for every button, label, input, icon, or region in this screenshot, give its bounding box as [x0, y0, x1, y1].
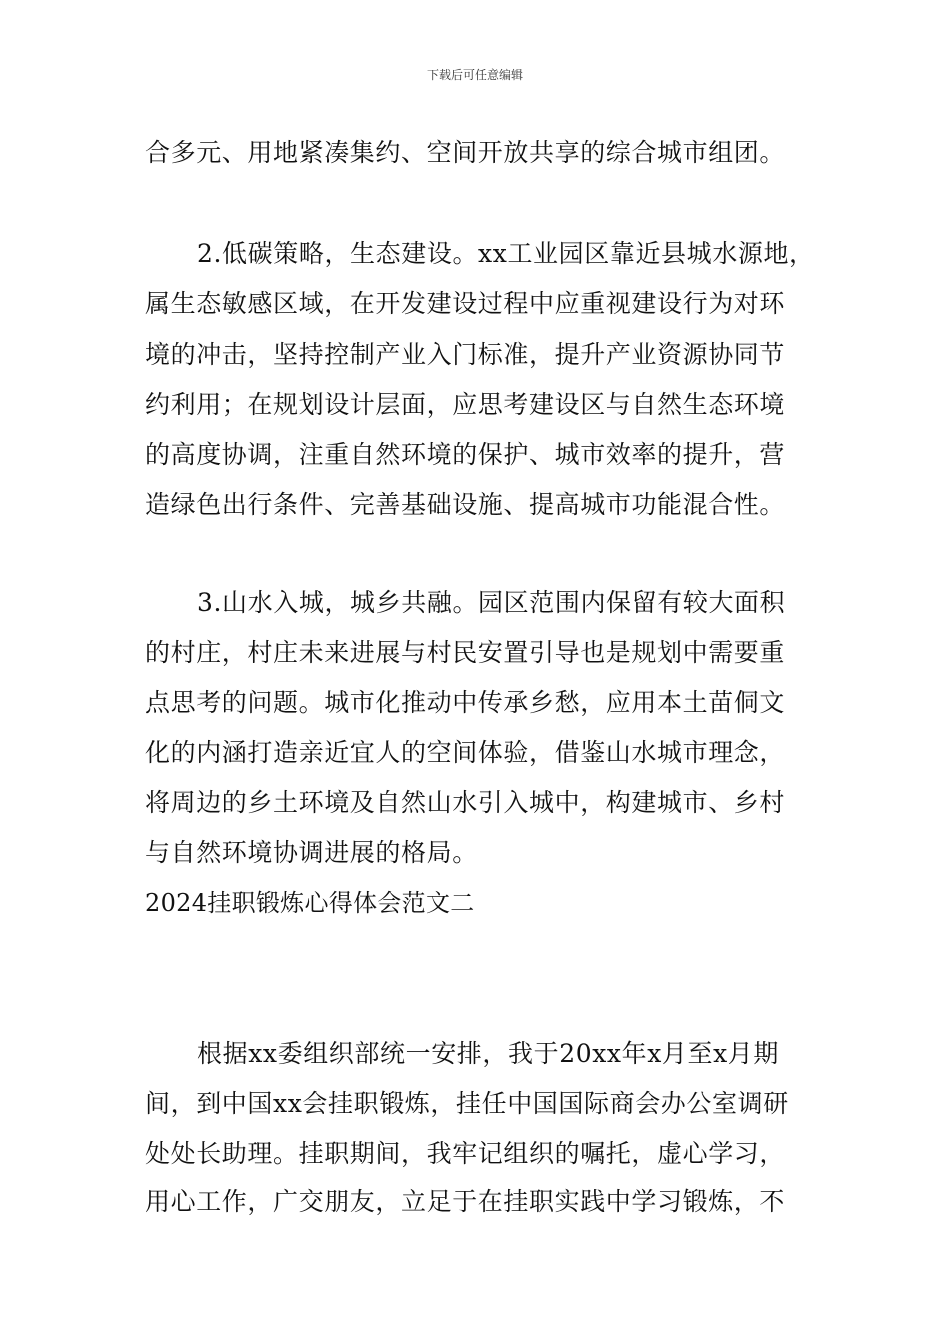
paragraph-line: 2.低碳策略，生态建设。xx工业园区靠近县城水源地，: [197, 239, 815, 268]
paragraph-line: 属生态敏感区域，在开发建设过程中应重视建设行为对环: [145, 289, 786, 318]
paragraph-line: 将周边的乡土环境及自然山水引入城中，构建城市、乡村: [145, 788, 786, 817]
paragraph-line: 3.山水入城，城乡共融。园区范围内保留有较大面积: [197, 588, 786, 617]
paragraph-line: 合多元、用地紧凑集约、空间开放共享的综合城市组团。: [145, 138, 786, 167]
paragraph-line: 的村庄，村庄未来进展与村民安置引导也是规划中需要重: [145, 638, 786, 667]
paragraph-line: 约利用；在规划设计层面，应思考建设区与自然生态环境: [145, 390, 786, 419]
paragraph-line: 境的冲击，坚持控制产业入门标准，提升产业资源协同节: [145, 340, 786, 369]
paragraph-line: 间，到中国xx会挂职锻炼，挂任中国国际商会办公室调研: [145, 1089, 789, 1118]
page-header: 下载后可任意编辑: [426, 68, 523, 82]
paragraph-line: 造绿色出行条件、完善基础设施、提高城市功能混合性。: [145, 490, 786, 519]
section-heading: 2024挂职锻炼心得体会范文二: [145, 889, 475, 917]
paragraph-line: 用心工作，广交朋友，立足于在挂职实践中学习锻炼，不: [145, 1187, 786, 1216]
paragraph-line: 处处长助理。挂职期间，我牢记组织的嘱托，虚心学习，: [145, 1139, 786, 1168]
paragraph-line: 与自然环境协调进展的格局。: [145, 838, 478, 867]
paragraph-line: 的高度协调，注重自然环境的保护、城市效率的提升，营: [145, 440, 786, 469]
paragraph-line: 点思考的问题。城市化推动中传承乡愁，应用本土苗侗文: [145, 688, 786, 717]
paragraph-line: 根据xx委组织部统一安排，我于20xx年x月至x月期: [197, 1039, 780, 1068]
paragraph-line: 化的内涵打造亲近宜人的空间体验，借鉴山水城市理念，: [145, 738, 786, 767]
